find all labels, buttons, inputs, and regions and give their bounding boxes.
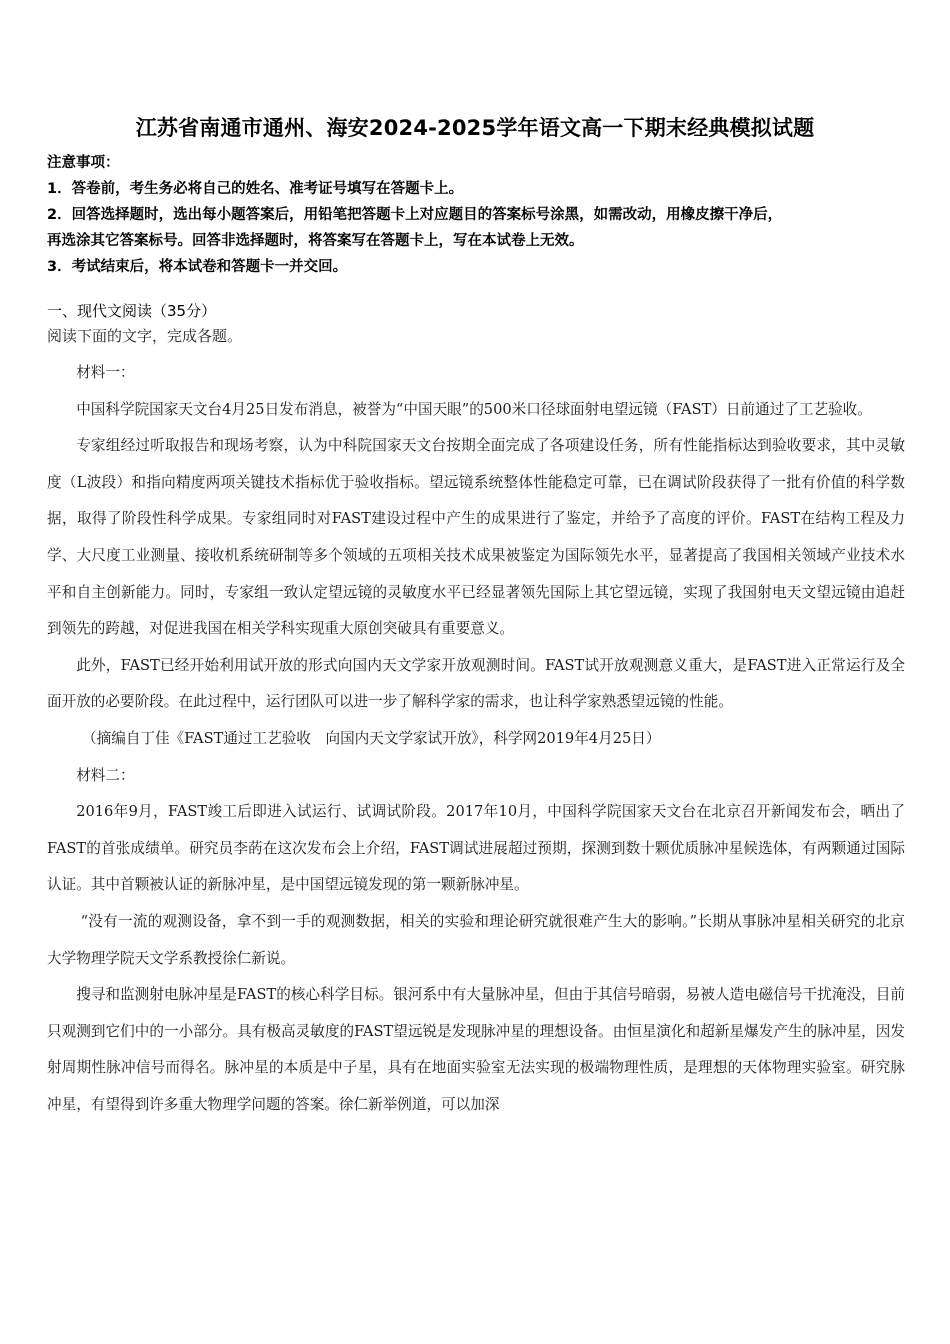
notice-item: 1．答卷前，考生务必将自己的姓名、准考证号填写在答题卡上。: [47, 181, 464, 197]
notice-item: 3．考试结束后，将本试卷和答题卡一并交回。: [47, 259, 348, 275]
material-one-paragraph: 中国科学院国家天文台4月25日发布消息，被誉为“中国天眼”的500米口径球面射电望远镜（FAST）日前通过了工艺验收。: [76, 400, 872, 418]
material-one-paragraph: 此外，FAST已经开始利用试开放的形式向国内天文学家开放观测时间。FAST试开放观测意义重大，是FAST进入正常运行及全面开放的必要阶段。在此过程中，运行团队可以进一步了解科学家的需求，也让科学家熟悉望远镜的性能。: [47, 656, 905, 711]
material-two-paragraph: “没有一流的观测设备，拿不到一手的观测数据，相关的实验和理论研究就很难产生大的影响。”长期从事脉冲星相关研究的北京大学物理学院天文学系教授徐仁新说。: [47, 912, 905, 967]
reading-passage: [47, 355, 905, 1123]
notice-block: [47, 150, 907, 280]
notice-item: 再选涂其它答案标号。回答非选择题时，将答案写在答题卡上，写在本试卷上无效。: [47, 233, 584, 249]
document-title: 江苏省南通市通州、海安2024-2025学年语文高一下期末经典模拟试题: [135, 116, 815, 140]
material-one-paragraph: 专家组经过听取报告和现场考察，认为中科院国家天文台按期全面完成了各项建设任务，所有性能指标达到验收要求，其中灵敏度（L波段）和指向精度两项关键技术指标优于验收指标。望远镜系统整体性能稳定可靠，已在调试阶段获得了一批有价值的科学数据，取得了阶段性科学成果。专家组同时对FAST建设过程中产生的成果进行了鉴定，并给予了高度的评价。FAST在结构工程及力学、大尺度工业测量、接收机系统研制等多个领域的五项相关技术成果被鉴定为国际领先水平，显著提高了我国相关领域产业技术水平和自主创新能力。同时，专家组一致认定望远镜的灵敏度水平已经显著领先国际上其它望远镜，实现了我国射电天文望远镜由追赶到领先的跨越，对促进我国在相关学科实现重大原创突破具有重要意义。: [47, 437, 905, 638]
section-heading: 一、现代文阅读（35分）: [47, 302, 217, 320]
notice-heading: 注意事项：: [47, 155, 120, 171]
material-two-paragraph: 2016年9月，FAST竣工后即进入试运行、试调试阶段。2017年10月，中国科学院国家天文台在北京召开新闻发布会，晒出了FAST的首张成绩单。研究员李菂在这次发布会上介绍，FAST调试进展超过预期，探测到数十颗优质脉冲星候选体，有两颗通过国际认证。其中首颗被认证的新脉冲星，是中国望远镜发现的第一颗新脉冲星。: [47, 803, 905, 894]
material-two-label: 材料二：: [76, 766, 135, 784]
notice-item: 2．回答选择题时，选出每小题答案后，用铅笔把答题卡上对应题目的答案标号涂黑，如需改动，用橡皮擦干净后，: [47, 207, 783, 223]
material-one-label: 材料一：: [76, 364, 135, 381]
section-instruction: 阅读下面的文字，完成各题。: [47, 327, 243, 345]
material-two-paragraph: 搜寻和监测射电脉冲星是FAST的核心科学目标。银河系中有大量脉冲星，但由于其信号暗弱，易被人造电磁信号干扰淹没，目前只观测到它们中的一小部分。具有极高灵敏度的FAST望远锐是发现脉冲星的理想设备。由恒星演化和超新星爆发产生的脉冲星，因发射周期性脉冲信号而得名。脉冲星的本质是中子星，具有在地面实验室无法实现的极端物理性质，是理想的天体物理实验室。研究脉冲星，有望得到许多重大物理学问题的答案。徐仁新举例道，可以加深: [47, 986, 905, 1113]
material-one-source: （摘编自丁佳《FAST通过工艺验收 向国内天文学家试开放》，科学网2019年4月25日）: [82, 729, 661, 747]
